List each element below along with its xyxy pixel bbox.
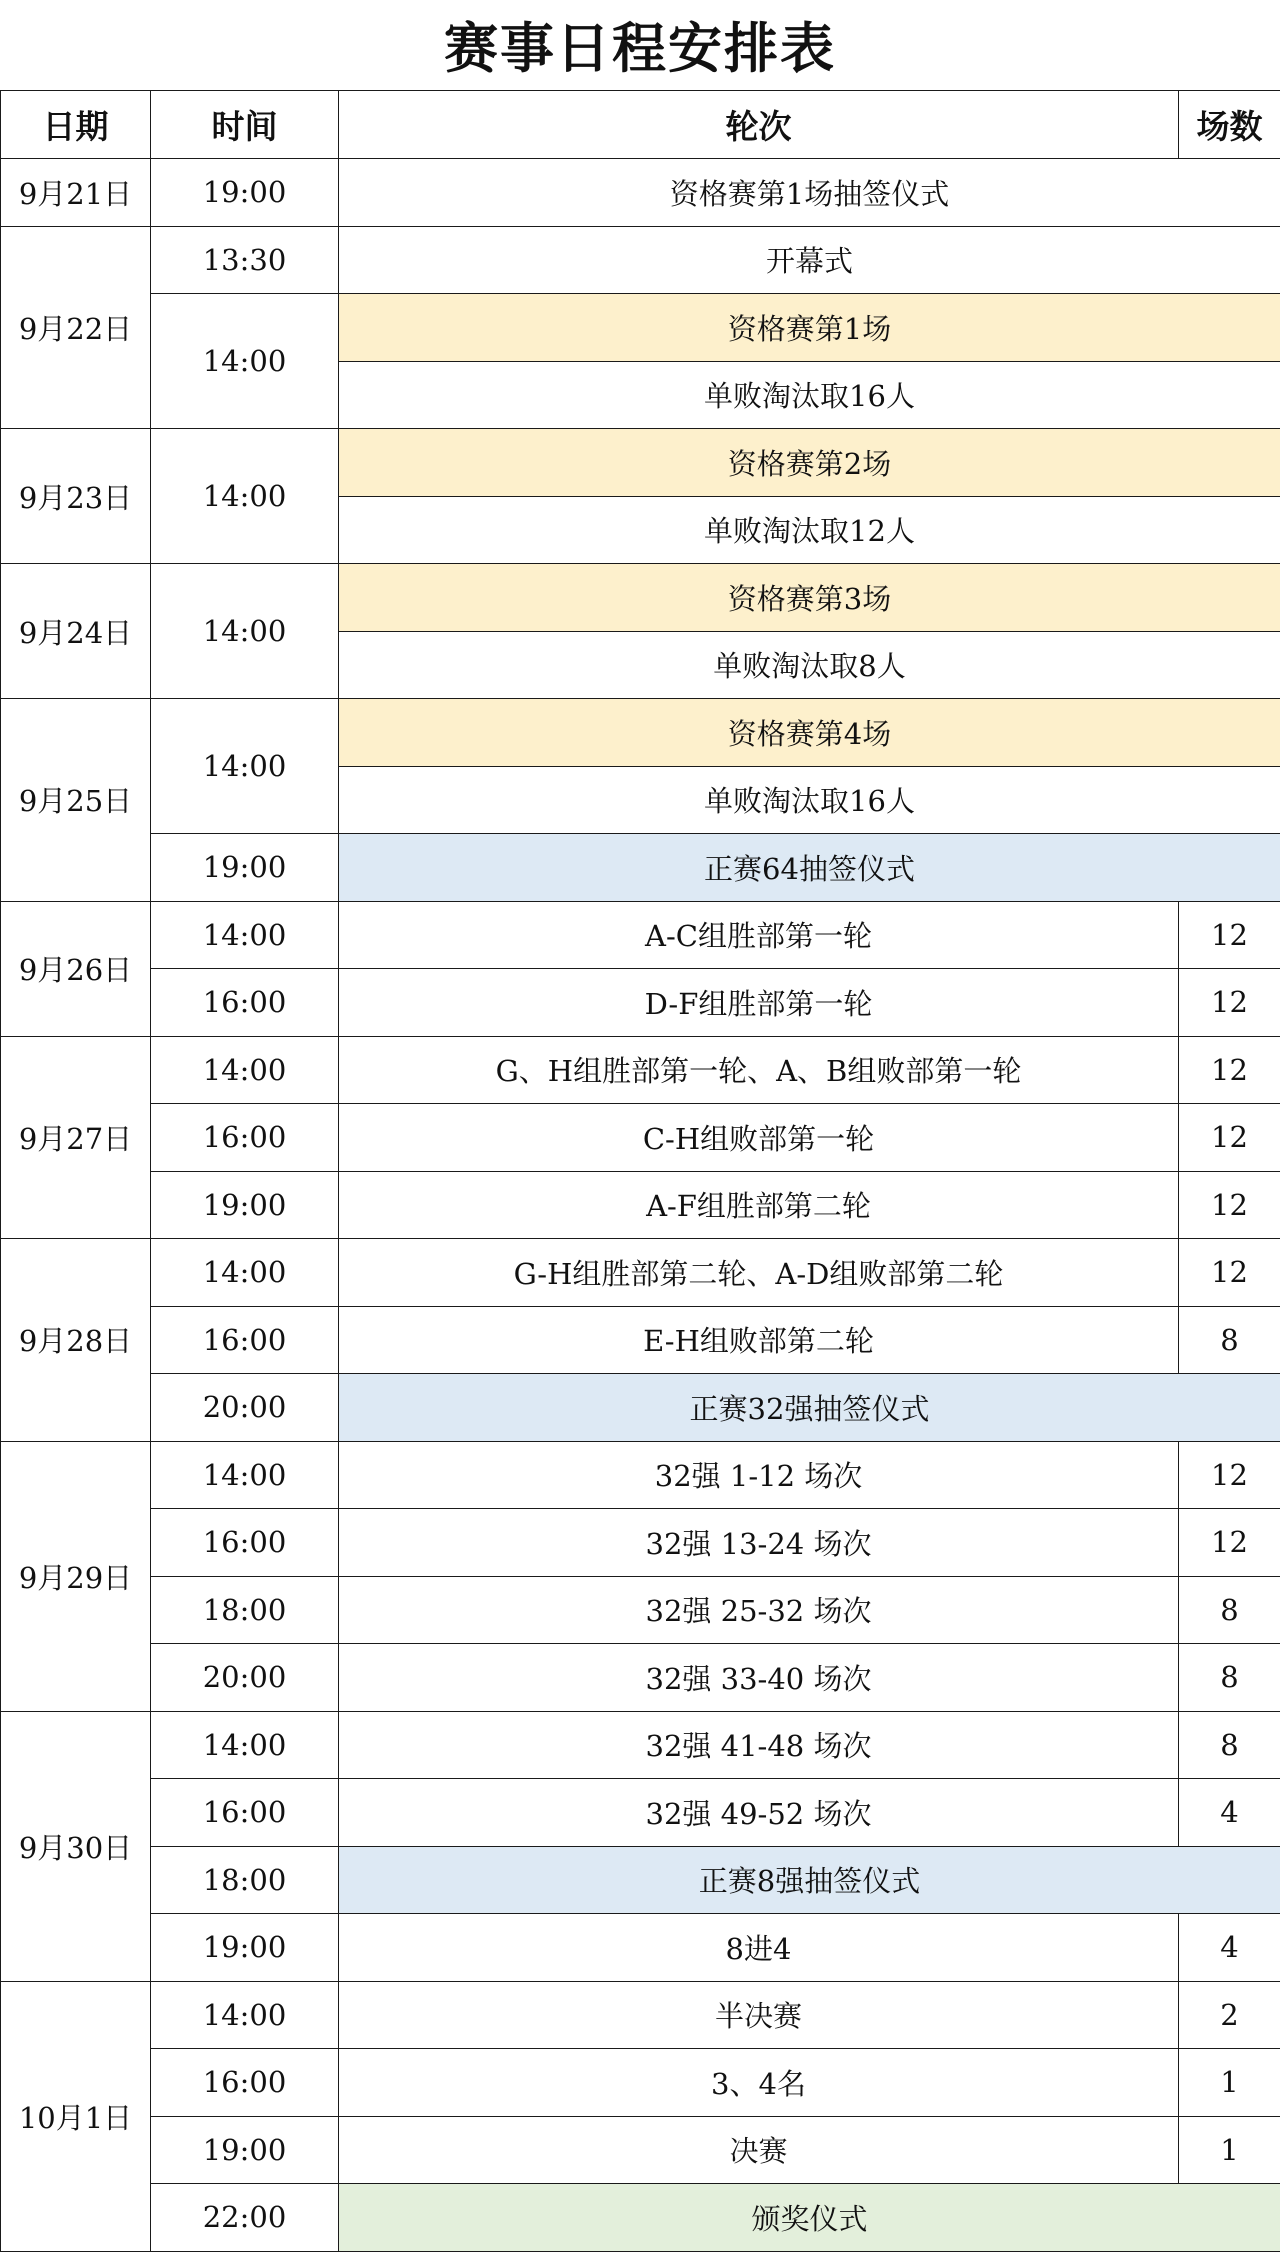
time-cell: 16:00 [151, 1104, 339, 1172]
round-cell: 资格赛第1场 [339, 294, 1280, 362]
count-cell: 4 [1179, 1914, 1280, 1982]
count-cell: 12 [1179, 1509, 1280, 1577]
count-cell: 8 [1179, 1306, 1280, 1374]
round-cell: 资格赛第2场 [339, 429, 1280, 497]
time-cell: 14:00 [151, 901, 339, 969]
table-row [1, 2184, 1280, 2252]
round-cell: 单败淘汰取12人 [339, 496, 1280, 564]
time-cell: 14:00 [151, 429, 339, 564]
date-cell: 9月27日 [1, 1036, 151, 1239]
round-cell: 32强 13-24 场次 [339, 1509, 1179, 1577]
date-cell: 9月23日 [1, 429, 151, 564]
round-cell: 单败淘汰取16人 [339, 361, 1280, 429]
round-cell: 8进4 [339, 1914, 1179, 1982]
table-row [1, 429, 1280, 497]
time-cell: 19:00 [151, 1171, 339, 1239]
round-cell: 颁奖仪式 [339, 2184, 1280, 2252]
table-row [1, 1981, 1280, 2049]
count-cell: 12 [1179, 1171, 1280, 1239]
date-cell: 9月22日 [1, 226, 151, 429]
table-row [1, 1374, 1280, 1442]
count-cell: 8 [1179, 1576, 1280, 1644]
table-row [1, 901, 1280, 969]
time-cell: 14:00 [151, 564, 339, 699]
round-cell: 3、4名 [339, 2049, 1179, 2117]
time-cell: 16:00 [151, 1509, 339, 1577]
schedule-body [1, 159, 1280, 2252]
count-cell: 12 [1179, 1239, 1280, 1307]
table-row [1, 1036, 1280, 1104]
table-row [1, 2116, 1280, 2184]
date-cell: 10月1日 [1, 1981, 151, 2251]
count-cell: 12 [1179, 1441, 1280, 1509]
time-cell: 13:30 [151, 226, 339, 294]
time-cell: 19:00 [151, 834, 339, 902]
table-row [1, 2049, 1280, 2117]
table-row [1, 699, 1280, 767]
round-cell: 单败淘汰取16人 [339, 766, 1280, 834]
count-cell: 1 [1179, 2049, 1280, 2117]
table-row [1, 1441, 1280, 1509]
round-cell: 32强 41-48 场次 [339, 1711, 1179, 1779]
table-row [1, 1779, 1280, 1847]
date-cell: 9月25日 [1, 699, 151, 902]
time-cell: 16:00 [151, 969, 339, 1037]
table-row [1, 1711, 1280, 1779]
time-cell: 20:00 [151, 1374, 339, 1442]
round-cell: G-H组胜部第二轮、A-D组败部第二轮 [339, 1239, 1179, 1307]
date-cell: 9月26日 [1, 901, 151, 1036]
time-cell: 18:00 [151, 1576, 339, 1644]
round-cell: 32强 33-40 场次 [339, 1644, 1179, 1712]
round-cell: 开幕式 [339, 226, 1280, 294]
table-row [1, 1306, 1280, 1374]
count-cell: 8 [1179, 1711, 1280, 1779]
round-cell: 正赛64抽签仪式 [339, 834, 1280, 902]
header-date: 日期 [1, 91, 151, 159]
time-cell: 14:00 [151, 294, 339, 429]
date-cell: 9月24日 [1, 564, 151, 699]
date-cell: 9月29日 [1, 1441, 151, 1711]
time-cell: 18:00 [151, 1846, 339, 1914]
round-cell: 资格赛第4场 [339, 699, 1280, 767]
time-cell: 19:00 [151, 2116, 339, 2184]
count-cell: 12 [1179, 1104, 1280, 1172]
table-row [1, 1509, 1280, 1577]
date-cell: 9月30日 [1, 1711, 151, 1981]
table-row [1, 1644, 1280, 1712]
round-cell: 决赛 [339, 2116, 1179, 2184]
schedule-table [0, 90, 1280, 2252]
time-cell: 22:00 [151, 2184, 339, 2252]
table-row [1, 1239, 1280, 1307]
count-cell: 12 [1179, 969, 1280, 1037]
count-cell: 8 [1179, 1644, 1280, 1712]
table-row [1, 1914, 1280, 1982]
date-cell: 9月28日 [1, 1239, 151, 1442]
time-cell: 20:00 [151, 1644, 339, 1712]
table-row [1, 1171, 1280, 1239]
round-cell: G、H组胜部第一轮、A、B组败部第一轮 [339, 1036, 1179, 1104]
round-cell: 资格赛第1场抽签仪式 [339, 159, 1280, 227]
round-cell: D-F组胜部第一轮 [339, 969, 1179, 1037]
time-cell: 16:00 [151, 1306, 339, 1374]
round-cell: 半决赛 [339, 1981, 1179, 2049]
round-cell: 32强 25-32 场次 [339, 1576, 1179, 1644]
time-cell: 19:00 [151, 1914, 339, 1982]
time-cell: 14:00 [151, 699, 339, 834]
time-cell: 14:00 [151, 1239, 339, 1307]
round-cell: A-C组胜部第一轮 [339, 901, 1179, 969]
time-cell: 16:00 [151, 1779, 339, 1847]
round-cell: E-H组败部第二轮 [339, 1306, 1179, 1374]
header-time: 时间 [151, 91, 339, 159]
header-row [1, 91, 1280, 159]
time-cell: 14:00 [151, 1711, 339, 1779]
table-row [1, 834, 1280, 902]
round-cell: 资格赛第3场 [339, 564, 1280, 632]
page-title: 赛事日程安排表 [0, 0, 1280, 90]
count-cell: 12 [1179, 901, 1280, 969]
round-cell: 单败淘汰取8人 [339, 631, 1280, 699]
round-cell: C-H组败部第一轮 [339, 1104, 1179, 1172]
round-cell: 正赛32强抽签仪式 [339, 1374, 1280, 1442]
count-cell: 1 [1179, 2116, 1280, 2184]
date-cell: 9月21日 [1, 159, 151, 227]
table-row [1, 294, 1280, 362]
time-cell: 14:00 [151, 1036, 339, 1104]
round-cell: 32强 1-12 场次 [339, 1441, 1179, 1509]
time-cell: 16:00 [151, 2049, 339, 2117]
time-cell: 19:00 [151, 159, 339, 227]
table-row [1, 969, 1280, 1037]
table-row [1, 226, 1280, 294]
table-row [1, 1104, 1280, 1172]
time-cell: 14:00 [151, 1981, 339, 2049]
header-round: 轮次 [339, 91, 1179, 159]
round-cell: 正赛8强抽签仪式 [339, 1846, 1280, 1914]
table-row [1, 159, 1280, 227]
table-row [1, 1846, 1280, 1914]
count-cell: 2 [1179, 1981, 1280, 2049]
table-row [1, 1576, 1280, 1644]
table-row [1, 564, 1280, 632]
header-count: 场数 [1179, 91, 1280, 159]
count-cell: 4 [1179, 1779, 1280, 1847]
time-cell: 14:00 [151, 1441, 339, 1509]
count-cell: 12 [1179, 1036, 1280, 1104]
round-cell: A-F组胜部第二轮 [339, 1171, 1179, 1239]
round-cell: 32强 49-52 场次 [339, 1779, 1179, 1847]
